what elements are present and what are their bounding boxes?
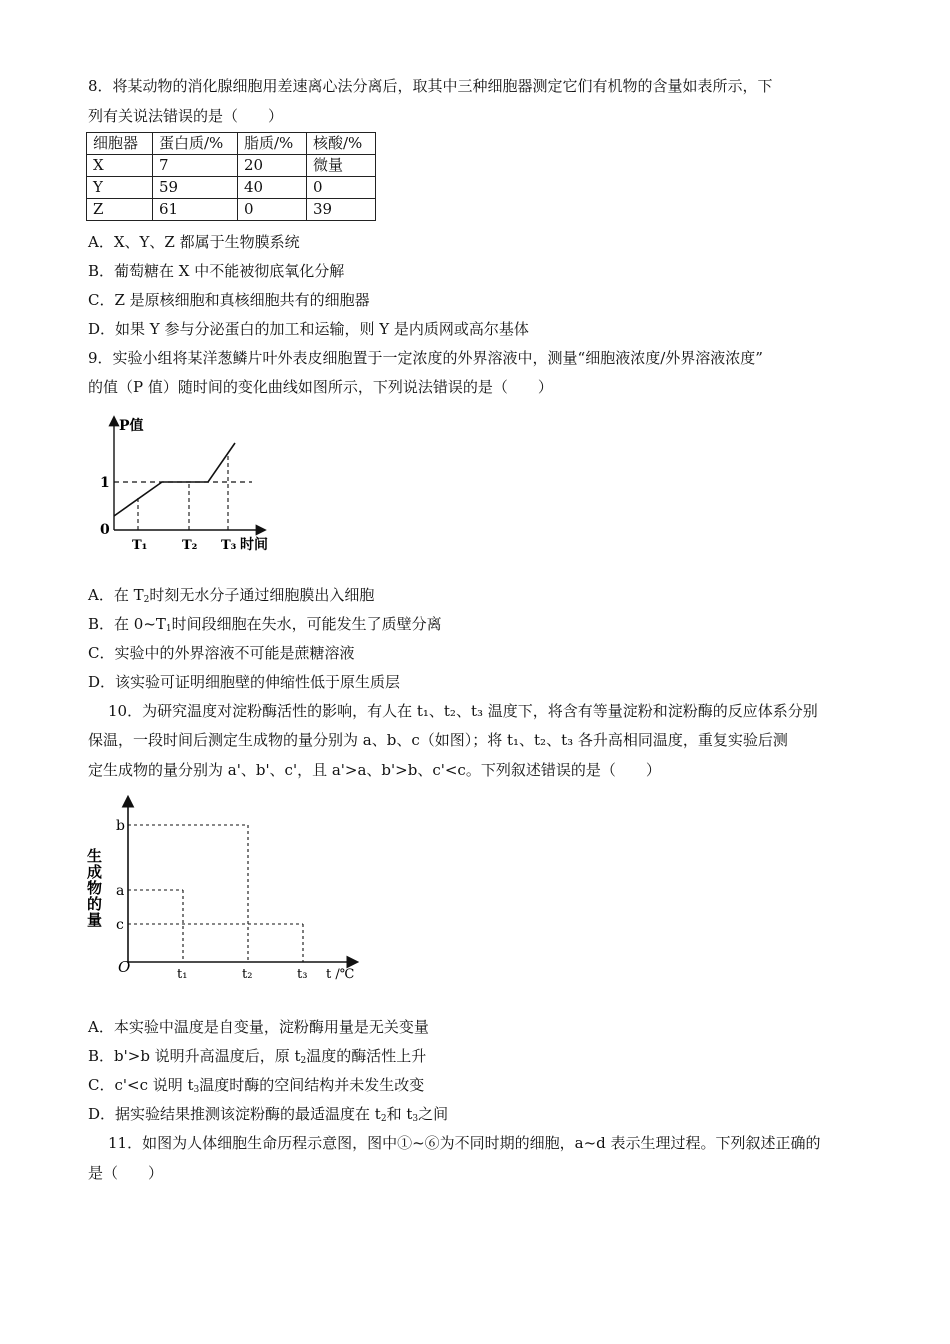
table-cell: 39 [307, 199, 376, 221]
table-cell: 7 [153, 155, 238, 177]
table-cell: 20 [238, 155, 307, 177]
x-tick-t1: t₁ [177, 967, 188, 982]
q8-option-a: A．X、Y、Z 都属于生物膜系统 [88, 233, 300, 251]
table-cell: 微量 [307, 155, 376, 177]
table-row [87, 177, 376, 199]
q10-option-d: D．据实验结果推测该淀粉酶的最适温度在 $t_2$和 $t_3$之间 [88, 1105, 449, 1124]
product-amount-chart [85, 790, 368, 990]
q9-stem-line2: 的值（P 值）随时间的变化曲线如图所示，下列说法错误的是（ ） [88, 378, 553, 396]
x-axis-label: t /℃ [326, 967, 355, 982]
origin-label: O [118, 958, 131, 976]
table-header-cell: 脂质/% [238, 133, 307, 155]
q8-option-d: D．如果 Y 参与分泌蛋白的加工和运输，则 Y 是内质网或高尔基体 [88, 320, 529, 338]
table-cell: 61 [153, 199, 238, 221]
x-tick-t1: T₁ [132, 538, 148, 553]
p-value-chart [92, 408, 292, 558]
x-tick-t3: t₃ [297, 967, 308, 982]
q10-stem-line3: 定生成物的量分别为 a'、b'、c'，且 a'>a、b'>b、c'<c。下列叙述错误的是（ ） [88, 761, 661, 779]
p-value-curve [114, 443, 235, 516]
table-header-row [87, 133, 376, 155]
q9-stem-line1: 9．实验小组将某洋葱鳞片叶外表皮细胞置于一定浓度的外界溶液中，测量“细胞液浓度/外界溶液浓度” [88, 349, 763, 367]
table-cell: 40 [238, 177, 307, 199]
q10-option-c: C．c'<c 说明 $t_3$温度时酶的空间结构并未发生改变 [88, 1076, 425, 1095]
table-row [87, 199, 376, 221]
q11-stem-line2: 是（ ） [88, 1164, 164, 1182]
table-cell: 59 [153, 177, 238, 199]
q8-option-c: C．Z 是原核细胞和真核细胞共有的细胞器 [88, 291, 370, 309]
q9-option-a: A．在 $T_2$时刻无水分子通过细胞膜出入细胞 [88, 586, 375, 605]
table-header-cell: 蛋白质/% [153, 133, 238, 155]
q10-stem-line1: 10．为研究温度对淀粉酶活性的影响，有人在 t₁、t₂、t₃ 温度下，将含有等量淀粉和淀粉酶的反应体系分别 [108, 702, 818, 720]
y-tick-1: 1 [100, 475, 110, 491]
y-axis-label: P值 [119, 418, 144, 434]
q9-option-b: B．在 $0\sim T_1$时间段细胞在失水，可能发生了质壁分离 [88, 615, 442, 634]
q9-option-c: C．实验中的外界溶液不可能是蔗糖溶液 [88, 644, 355, 662]
q8-stem-line2: 列有关说法错误的是（ ） [88, 107, 284, 125]
q11-stem-line1: 11．如图为人体细胞生命历程示意图，图中①~⑥为不同时期的细胞，a~d 表示生理过程。下列叙述正确的 [108, 1134, 821, 1152]
q8-option-b: B．葡萄糖在 X 中不能被彻底氧化分解 [88, 262, 345, 280]
q8-stem-line1: 8．将某动物的消化腺细胞用差速离心法分离后，取其中三种细胞器测定它们有机物的含量如表所示，下 [88, 77, 773, 95]
origin-label: 0 [100, 522, 110, 538]
table-cell: 0 [307, 177, 376, 199]
y-tick-a: a [116, 883, 125, 899]
table-cell: Y [87, 177, 153, 199]
x-tick-t2: t₂ [242, 967, 253, 982]
q10-option-b: B．b'>b 说明升高温度后，原 $t_2$温度的酶活性上升 [88, 1047, 427, 1066]
organelle-table [86, 132, 376, 221]
q10-stem-line2: 保温，一段时间后测定生成物的量分别为 a、b、c（如图）；将 t₁、t₂、t₃ 各升高相同温度，重复实验后测 [88, 731, 788, 749]
q9-option-d: D．该实验可证明细胞壁的伸缩性低于原生质层 [88, 673, 401, 691]
table-header-cell: 核酸/% [307, 133, 376, 155]
x-tick-t3: T₃ [221, 538, 237, 553]
table-cell: 0 [238, 199, 307, 221]
q10-option-a: A．本实验中温度是自变量，淀粉酶用量是无关变量 [88, 1018, 429, 1036]
y-tick-b: b [116, 818, 125, 834]
table-cell: Z [87, 199, 153, 221]
x-tick-t2: T₂ [182, 538, 198, 553]
x-axis-label: 时间 [240, 537, 268, 553]
y-axis-label: 生成物的量 [85, 848, 103, 928]
y-tick-c: c [116, 917, 124, 933]
table-cell: X [87, 155, 153, 177]
table-header-cell: 细胞器 [87, 133, 153, 155]
table-row [87, 155, 376, 177]
